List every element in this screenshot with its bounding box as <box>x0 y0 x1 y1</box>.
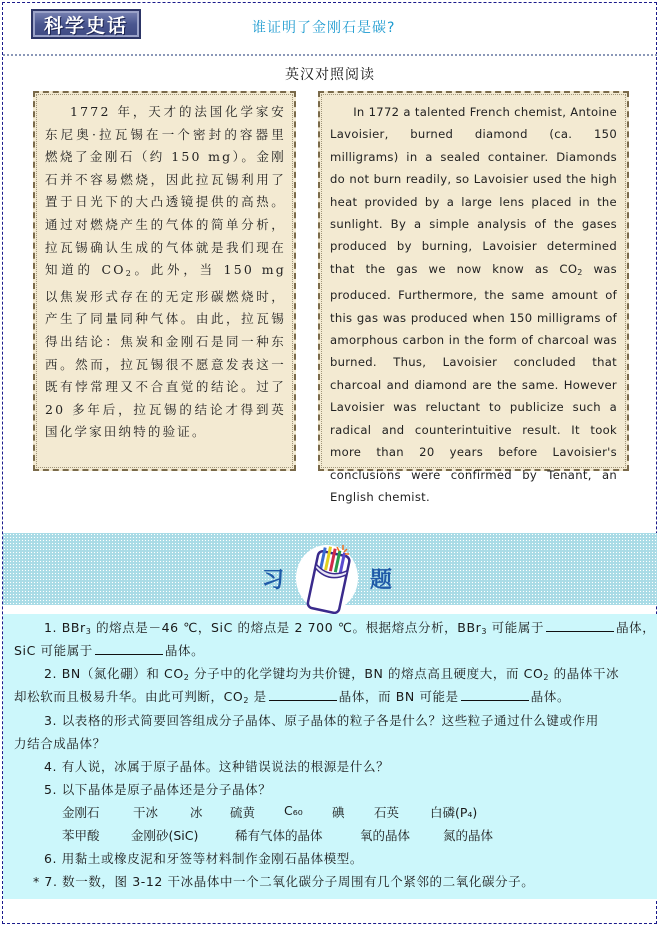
science-history-badge: 科学史话 <box>31 9 141 39</box>
english-reading-box <box>318 91 629 504</box>
crystal-item: 硫黄 <box>230 805 256 820</box>
crystal-item: C₆₀ <box>284 803 303 818</box>
q2-text: 晶体，而 BN 可能是 <box>338 689 459 704</box>
q1-text: 可能属于 <box>487 620 545 635</box>
crystal-item: 苯甲酸 <box>62 828 100 843</box>
question-2-line-2 <box>14 687 570 705</box>
q1-text: 晶体。 <box>164 643 205 658</box>
question-7: * 7. 数一数，图 3-12 干冰晶体中一个二氧化碳分子周围有几个紧邻的二氧化碳分子。 <box>33 874 535 889</box>
question-1 <box>44 618 655 636</box>
q2-text: 分子中的化学键均为共价键，BN 的熔点高且硬度大，而 CO <box>189 666 544 681</box>
english-paragraph <box>330 101 617 508</box>
q2-text: 却松软而且极易升华。由此可判断，CO <box>14 689 244 704</box>
subscript: 2 <box>577 267 583 277</box>
answer-blank[interactable] <box>461 689 529 701</box>
subscript: 3 <box>85 627 92 636</box>
chinese-reading-box <box>33 91 296 471</box>
question-3: 3. 以表格的形式简要回答组成分子晶体、原子晶体的粒子各是什么？这些粒子通过什么键或作用 <box>44 713 599 728</box>
q2-text: 是 <box>249 689 267 704</box>
chinese-paragraph <box>45 101 286 444</box>
q1-text: 1. BBr <box>44 620 86 635</box>
subscript: 2 <box>125 269 133 279</box>
subscript: 2 <box>183 673 190 682</box>
crystal-item: 石英 <box>374 805 400 820</box>
q1-text: 晶体， <box>616 620 656 635</box>
question-2 <box>44 664 619 682</box>
crystal-item: 氧的晶体 <box>360 828 411 843</box>
question-3-line-2: 力结合成晶体？ <box>14 736 106 751</box>
answer-blank[interactable] <box>546 620 614 632</box>
crystal-item: 干冰 <box>133 805 159 820</box>
section-title: 英汉对照阅读 <box>285 67 375 83</box>
q1-text: 的熔点是－46 ℃，SiC 的熔点是 2 700 ℃。根据熔点分析，BBr <box>91 620 482 635</box>
pencil-pocket-icon <box>303 545 353 619</box>
crystal-item: 稀有气体的晶体 <box>235 828 323 843</box>
english-text-part2: was produced. Furthermore, the same amount of this gas was produced when 150 milligrams of amorphous carbon in the form of charcoal was burned. Thus, Lavoisier concluded that charcoal and diamond are the same. However Lavoisier was reluctant to publicize such a radical and counterintuitive result. It took more than 20 years before Lavoisier's conclusions were confirmed by Tenant, an English chemist. <box>330 261 618 504</box>
english-text-part1: In 1772 a talented French chemist, Antoine Lavoisier, burned diamond (ca. 150 milligrams) in a sealed container. Diamonds do not burn readily, so Lavoisier used the high heat provided by a large lens placed in the sunlight. By a simple analysis of the gases produced by burning, Lavoisier determined that the gas we now know as CO <box>330 105 617 276</box>
chinese-text-part2: 。此外，当 150 mg 以焦炭形式存在的无定形碳燃烧时，产生了同量同种气体。由此，拉瓦锡得出结论：焦炭和金刚石是同一种东西。然而，拉瓦锡很不愿意发表这一既有悖常理又不合直觉的结论。过了 20 多年后，拉瓦锡的结论才得到英国化学家田纳特的验证。 <box>45 262 286 440</box>
q2-text: 的晶体干冰 <box>549 666 620 681</box>
answer-blank[interactable] <box>269 689 337 701</box>
crystal-item: 金刚砂(SiC) <box>131 828 199 843</box>
question-4: 4. 有人说，冰属于原子晶体。这种错误说法的根源是什么？ <box>44 759 390 774</box>
answer-blank[interactable] <box>95 643 163 655</box>
q2-text: 晶体。 <box>530 689 571 704</box>
subscript: 2 <box>243 696 250 705</box>
header <box>0 0 660 58</box>
exercises-heading-right: 题 <box>370 568 393 593</box>
crystal-item: 碘 <box>332 805 345 820</box>
crystal-item: 白磷(P₄) <box>430 805 478 820</box>
crystal-item: 金刚石 <box>62 805 100 820</box>
q1-text: SiC 可能属于 <box>14 643 93 658</box>
question-6: 6. 用黏土或橡皮泥和牙签等材料制作金刚石晶体模型。 <box>44 851 364 866</box>
header-divider <box>3 54 657 56</box>
article-title: 谁证明了金刚石是碳? <box>252 20 396 36</box>
subscript: 3 <box>481 627 488 636</box>
crystal-item: 冰 <box>190 805 203 820</box>
exercises-heading-left: 习 <box>262 568 285 593</box>
question-1-line-2 <box>14 641 204 659</box>
chinese-text-part1: 1772 年，天才的法国化学家安东尼奥·拉瓦锡在一个密封的容器里燃烧了金刚石（约 150 mg）。金刚石并不容易燃烧，因此拉瓦锡利用了置于日光下的大凸透镜提供的高热。通过对燃烧产生的气体的简单分析，拉瓦锡确认生成的气体就是我们现在知道的 CO <box>45 104 286 278</box>
subscript: 2 <box>543 673 550 682</box>
crystal-item: 氮的晶体 <box>443 828 494 843</box>
question-5: 5. 以下晶体是原子晶体还是分子晶体？ <box>44 782 272 797</box>
q2-text: 2. BN（氮化硼）和 CO <box>44 666 184 681</box>
